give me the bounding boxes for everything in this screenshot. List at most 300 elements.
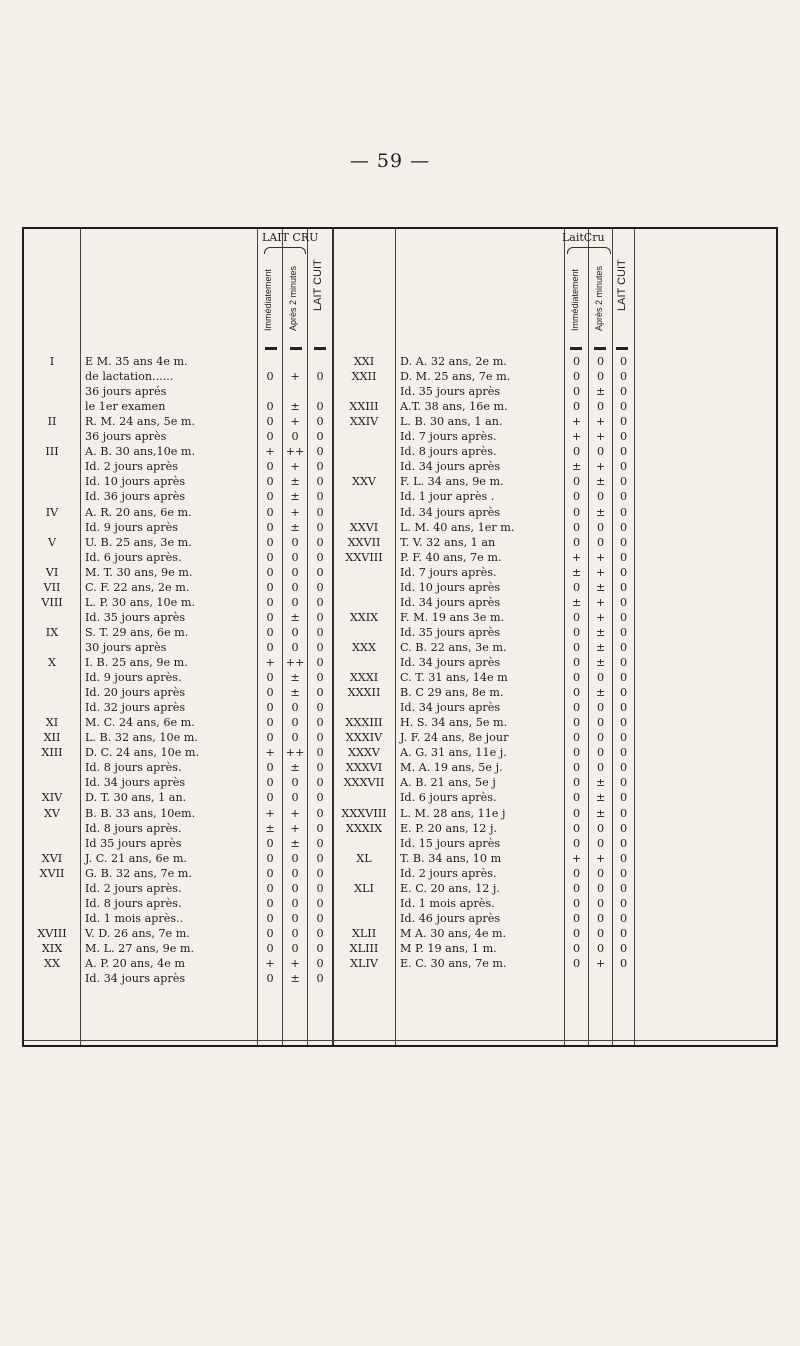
result-lait-cuit: 0 bbox=[619, 475, 628, 488]
result-lait-cuit: 0 bbox=[316, 445, 324, 458]
result-immediate: 0 bbox=[266, 942, 274, 955]
rule-left-c bbox=[332, 229, 334, 1045]
rule-right-num bbox=[395, 229, 396, 1045]
result-after-2-min: ± bbox=[290, 611, 300, 624]
result-after-2-min: 0 bbox=[596, 521, 605, 534]
result-immediate: + bbox=[571, 852, 582, 865]
result-lait-cuit: 0 bbox=[619, 566, 628, 579]
row-description: L. M. 28 ans, 11e j bbox=[400, 807, 506, 820]
result-lait-cuit: 0 bbox=[619, 761, 628, 774]
result-after-2-min: + bbox=[290, 415, 300, 428]
row-description: F. L. 34 ans, 9e m. bbox=[400, 475, 504, 488]
result-immediate: 0 bbox=[572, 731, 581, 744]
result-lait-cuit: 0 bbox=[619, 671, 628, 684]
result-lait-cuit: 0 bbox=[619, 776, 628, 789]
row-number: XX bbox=[44, 957, 60, 970]
row-description: Id. 1 mois après. bbox=[400, 897, 495, 910]
result-immediate: 0 bbox=[266, 551, 274, 564]
result-lait-cuit: 0 bbox=[316, 551, 324, 564]
result-after-2-min: ± bbox=[290, 972, 300, 985]
result-immediate: 0 bbox=[572, 536, 581, 549]
result-lait-cuit: 0 bbox=[619, 536, 628, 549]
result-immediate: 0 bbox=[266, 400, 274, 413]
result-lait-cuit: 0 bbox=[619, 626, 628, 639]
result-immediate: 0 bbox=[572, 370, 581, 383]
result-lait-cuit: 0 bbox=[316, 475, 324, 488]
result-after-2-min: 0 bbox=[291, 596, 299, 609]
row-number: XL bbox=[356, 852, 372, 865]
result-after-2-min: 0 bbox=[596, 867, 605, 880]
result-immediate: 0 bbox=[572, 385, 581, 398]
result-immediate: 0 bbox=[266, 430, 274, 443]
row-description: T. B. 34 ans, 10 m bbox=[400, 852, 502, 865]
row-description: D. T. 30 ans, 1 an. bbox=[85, 791, 187, 804]
row-number: XXII bbox=[351, 370, 377, 383]
result-immediate: 0 bbox=[266, 460, 274, 473]
result-after-2-min: ± bbox=[595, 385, 606, 398]
page-number: — 59 — bbox=[349, 150, 431, 172]
result-lait-cuit: 0 bbox=[619, 596, 628, 609]
row-number: VIII bbox=[41, 596, 63, 609]
row-description: Id. 46 jours après bbox=[400, 912, 501, 925]
row-description: Id. 2 jours après bbox=[85, 460, 178, 473]
result-after-2-min: 0 bbox=[596, 355, 605, 368]
left-group-brace bbox=[264, 247, 306, 254]
result-after-2-min: 0 bbox=[596, 897, 605, 910]
row-description: Id. 2 jours après. bbox=[400, 867, 497, 880]
table-bottom-rule bbox=[24, 1040, 776, 1041]
result-lait-cuit: 0 bbox=[619, 445, 628, 458]
result-after-2-min: 0 bbox=[291, 776, 299, 789]
row-number: XII bbox=[43, 731, 61, 744]
result-lait-cuit: 0 bbox=[316, 882, 324, 895]
right-col-c-header: LAIT CUIT bbox=[616, 259, 628, 311]
rule-left-num bbox=[80, 229, 81, 1045]
result-immediate: 0 bbox=[266, 716, 274, 729]
row-description: L. B. 32 ans, 10e m. bbox=[85, 731, 198, 744]
row-description: Id. 20 jours après bbox=[85, 686, 186, 699]
row-description: V. D. 26 ans, 7e m. bbox=[85, 927, 190, 940]
row-description: M. C. 24 ans, 6e m. bbox=[85, 716, 195, 729]
row-description: de lactation...... bbox=[85, 370, 174, 383]
result-lait-cuit: 0 bbox=[619, 897, 628, 910]
result-immediate: 0 bbox=[572, 761, 581, 774]
result-immediate: 0 bbox=[572, 355, 581, 368]
rule-right-c bbox=[634, 229, 635, 1045]
header-mark bbox=[616, 347, 628, 350]
result-lait-cuit: 0 bbox=[316, 596, 324, 609]
result-lait-cuit: 0 bbox=[619, 837, 628, 850]
result-lait-cuit: 0 bbox=[316, 581, 324, 594]
row-description: Id. 8 jours après. bbox=[400, 445, 497, 458]
result-after-2-min: 0 bbox=[596, 882, 605, 895]
result-immediate: 0 bbox=[266, 852, 274, 865]
result-lait-cuit: 0 bbox=[316, 852, 324, 865]
result-immediate: + bbox=[571, 551, 582, 564]
row-description: Id. 35 jours après bbox=[85, 611, 186, 624]
result-immediate: 0 bbox=[572, 445, 581, 458]
result-after-2-min: 0 bbox=[596, 400, 605, 413]
result-immediate: 0 bbox=[572, 686, 581, 699]
result-immediate: 0 bbox=[572, 746, 581, 759]
row-description: A. R. 20 ans, 6e m. bbox=[85, 506, 192, 519]
row-description: C. B. 22 ans, 3e m. bbox=[400, 641, 507, 654]
left-group-header: LAIT CRU bbox=[262, 231, 319, 244]
row-number: XXXVIII bbox=[341, 807, 387, 820]
result-immediate: 0 bbox=[266, 791, 274, 804]
row-description: I. B. 25 ans, 9e m. bbox=[85, 656, 188, 669]
result-immediate: 0 bbox=[572, 581, 581, 594]
result-after-2-min: ++ bbox=[285, 656, 305, 669]
result-after-2-min: ± bbox=[290, 686, 300, 699]
row-description: Id. 2 jours après. bbox=[85, 882, 182, 895]
row-description: Id. 34 jours après bbox=[400, 596, 501, 609]
left-col-c-header: LAIT CUIT bbox=[312, 259, 324, 311]
result-lait-cuit: 0 bbox=[316, 686, 324, 699]
row-number: XXVI bbox=[349, 521, 379, 534]
result-lait-cuit: 0 bbox=[316, 536, 324, 549]
result-after-2-min: 0 bbox=[291, 626, 299, 639]
row-number: IV bbox=[45, 506, 59, 519]
result-lait-cuit: 0 bbox=[316, 897, 324, 910]
row-description: Id. 8 jours après. bbox=[85, 761, 182, 774]
result-after-2-min: 0 bbox=[291, 536, 299, 549]
row-description: E M. 35 ans 4e m. bbox=[85, 355, 188, 368]
result-after-2-min: ± bbox=[595, 626, 606, 639]
result-immediate: 0 bbox=[266, 686, 274, 699]
row-description: B. C 29 ans, 8e m. bbox=[400, 686, 504, 699]
result-after-2-min: ± bbox=[290, 400, 300, 413]
row-description: Id. 35 jours après bbox=[400, 385, 501, 398]
result-lait-cuit: 0 bbox=[316, 791, 324, 804]
row-number: XVIII bbox=[37, 927, 67, 940]
result-lait-cuit: 0 bbox=[316, 776, 324, 789]
result-lait-cuit: 0 bbox=[316, 400, 324, 413]
header-mark bbox=[290, 347, 302, 350]
result-immediate: 0 bbox=[572, 521, 581, 534]
row-description: le 1er examen bbox=[85, 400, 166, 413]
result-after-2-min: + bbox=[595, 852, 606, 865]
row-number: XVII bbox=[39, 867, 65, 880]
row-description: Id. 9 jours après. bbox=[85, 671, 182, 684]
result-after-2-min: 0 bbox=[596, 761, 605, 774]
row-description: T. V. 32 ans, 1 an bbox=[400, 536, 496, 549]
row-description: E. C. 20 ans, 12 j. bbox=[400, 882, 500, 895]
result-after-2-min: 0 bbox=[291, 942, 299, 955]
result-lait-cuit: 0 bbox=[619, 370, 628, 383]
row-description: L. M. 40 ans, 1er m. bbox=[400, 521, 515, 534]
result-immediate: ± bbox=[571, 596, 582, 609]
result-lait-cuit: 0 bbox=[619, 701, 628, 714]
result-immediate: 0 bbox=[572, 791, 581, 804]
result-immediate: 0 bbox=[266, 506, 274, 519]
result-immediate: 0 bbox=[572, 506, 581, 519]
result-immediate: 0 bbox=[572, 837, 581, 850]
result-after-2-min: ± bbox=[595, 791, 606, 804]
row-description: Id. 10 jours après bbox=[85, 475, 186, 488]
result-after-2-min: 0 bbox=[291, 852, 299, 865]
row-description: E. P. 20 ans, 12 j. bbox=[400, 822, 497, 835]
result-lait-cuit: 0 bbox=[316, 626, 324, 639]
result-lait-cuit: 0 bbox=[619, 686, 628, 699]
result-immediate: + bbox=[265, 445, 275, 458]
result-immediate: 0 bbox=[266, 837, 274, 850]
result-lait-cuit: 0 bbox=[316, 641, 324, 654]
row-number: XXIV bbox=[349, 415, 379, 428]
row-number: XLIV bbox=[350, 957, 378, 970]
right-col-b-header: Après 2 minutes bbox=[594, 265, 604, 331]
result-lait-cuit: 0 bbox=[316, 731, 324, 744]
result-immediate: + bbox=[571, 415, 582, 428]
result-lait-cuit: 0 bbox=[619, 942, 628, 955]
row-description: Id. 1 jour après . bbox=[400, 490, 495, 503]
row-description: R. M. 24 ans, 5e m. bbox=[85, 415, 196, 428]
row-description: M. L. 27 ans, 9e m. bbox=[85, 942, 195, 955]
result-after-2-min: 0 bbox=[596, 701, 605, 714]
result-immediate: 0 bbox=[266, 641, 274, 654]
result-lait-cuit: 0 bbox=[619, 852, 628, 865]
row-number: II bbox=[47, 415, 57, 428]
result-after-2-min: 0 bbox=[291, 581, 299, 594]
result-immediate: 0 bbox=[572, 626, 581, 639]
result-after-2-min: + bbox=[290, 460, 300, 473]
result-after-2-min: + bbox=[595, 430, 606, 443]
result-immediate: 0 bbox=[572, 400, 581, 413]
result-after-2-min: 0 bbox=[596, 716, 605, 729]
result-after-2-min: + bbox=[595, 415, 606, 428]
row-number: XI bbox=[45, 716, 59, 729]
result-after-2-min: ± bbox=[595, 776, 606, 789]
result-lait-cuit: 0 bbox=[619, 731, 628, 744]
result-immediate: 0 bbox=[572, 656, 581, 669]
result-lait-cuit: 0 bbox=[619, 927, 628, 940]
result-lait-cuit: 0 bbox=[619, 460, 628, 473]
result-after-2-min: 0 bbox=[596, 942, 605, 955]
row-description: Id. 10 jours après bbox=[400, 581, 501, 594]
row-description: 36 jours aprés bbox=[85, 385, 167, 398]
result-lait-cuit: 0 bbox=[316, 942, 324, 955]
row-number: XLII bbox=[351, 927, 377, 940]
result-immediate: ± bbox=[571, 566, 582, 579]
result-after-2-min: + bbox=[595, 551, 606, 564]
result-after-2-min: ± bbox=[290, 475, 300, 488]
row-number: XLIII bbox=[349, 942, 379, 955]
result-immediate: 0 bbox=[266, 611, 274, 624]
result-lait-cuit: 0 bbox=[316, 746, 324, 759]
result-immediate: 0 bbox=[266, 927, 274, 940]
row-description: C. F. 22 ans, 2e m. bbox=[85, 581, 190, 594]
result-after-2-min: ± bbox=[595, 506, 606, 519]
result-after-2-min: 0 bbox=[596, 370, 605, 383]
row-number: XXXII bbox=[347, 686, 381, 699]
row-number: XXXI bbox=[349, 671, 379, 684]
row-number: XXI bbox=[353, 355, 375, 368]
result-immediate: 0 bbox=[266, 626, 274, 639]
result-lait-cuit: 0 bbox=[316, 566, 324, 579]
row-number: IX bbox=[45, 626, 59, 639]
result-immediate: 0 bbox=[572, 807, 581, 820]
result-lait-cuit: 0 bbox=[316, 611, 324, 624]
result-after-2-min: + bbox=[595, 460, 606, 473]
row-number: XXXVI bbox=[345, 761, 383, 774]
row-description: C. T. 31 ans, 14e m bbox=[400, 671, 508, 684]
row-description: Id. 15 jours après bbox=[400, 837, 501, 850]
result-immediate: 0 bbox=[266, 521, 274, 534]
result-after-2-min: 0 bbox=[291, 566, 299, 579]
result-lait-cuit: 0 bbox=[619, 490, 628, 503]
row-description: A. G. 31 ans, 11e j. bbox=[400, 746, 507, 759]
result-after-2-min: + bbox=[290, 807, 300, 820]
row-description: A. P. 20 ans, 4e m bbox=[85, 957, 185, 970]
row-number: XLI bbox=[354, 882, 374, 895]
result-lait-cuit: 0 bbox=[316, 415, 324, 428]
result-lait-cuit: 0 bbox=[316, 867, 324, 880]
result-after-2-min: ++ bbox=[285, 445, 305, 458]
result-lait-cuit: 0 bbox=[619, 807, 628, 820]
result-after-2-min: 0 bbox=[291, 551, 299, 564]
result-lait-cuit: 0 bbox=[316, 490, 324, 503]
row-number: XXXIII bbox=[345, 716, 383, 729]
result-lait-cuit: 0 bbox=[619, 551, 628, 564]
result-lait-cuit: 0 bbox=[316, 927, 324, 940]
row-description: J. C. 21 ans, 6e m. bbox=[85, 852, 187, 865]
result-lait-cuit: 0 bbox=[316, 912, 324, 925]
result-after-2-min: ± bbox=[595, 475, 606, 488]
result-immediate: 0 bbox=[266, 776, 274, 789]
result-after-2-min: 0 bbox=[596, 822, 605, 835]
row-description: Id. 7 jours après. bbox=[400, 430, 497, 443]
row-description: M. T. 30 ans, 9e m. bbox=[85, 566, 193, 579]
result-after-2-min: 0 bbox=[596, 671, 605, 684]
result-lait-cuit: 0 bbox=[619, 656, 628, 669]
result-after-2-min: 0 bbox=[596, 912, 605, 925]
result-immediate: 0 bbox=[266, 581, 274, 594]
row-description: J. F. 24 ans, 8e jour bbox=[400, 731, 509, 744]
row-description: Id 35 jours après bbox=[85, 837, 182, 850]
result-immediate: ± bbox=[265, 822, 275, 835]
result-after-2-min: ± bbox=[290, 837, 300, 850]
row-number: VI bbox=[45, 566, 59, 579]
result-after-2-min: 0 bbox=[596, 927, 605, 940]
row-number: XV bbox=[43, 807, 61, 820]
result-immediate: 0 bbox=[266, 972, 274, 985]
result-lait-cuit: 0 bbox=[619, 882, 628, 895]
row-number: XXXV bbox=[348, 746, 380, 759]
row-description: S. T. 29 ans, 6e m. bbox=[85, 626, 189, 639]
result-after-2-min: + bbox=[290, 957, 300, 970]
result-after-2-min: + bbox=[290, 506, 300, 519]
row-number: X bbox=[48, 656, 56, 669]
result-immediate: 0 bbox=[572, 490, 581, 503]
result-after-2-min: + bbox=[595, 596, 606, 609]
row-description: E. C. 30 ans, 7e m. bbox=[400, 957, 507, 970]
result-immediate: + bbox=[265, 957, 275, 970]
row-number: XXX bbox=[352, 641, 376, 654]
row-description: 30 jours après bbox=[85, 641, 167, 654]
header-mark bbox=[314, 347, 326, 350]
result-lait-cuit: 0 bbox=[619, 415, 628, 428]
result-immediate: + bbox=[265, 656, 275, 669]
result-immediate: 0 bbox=[572, 882, 581, 895]
row-number: XXXIV bbox=[345, 731, 383, 744]
row-description: Id. 8 jours après. bbox=[85, 822, 182, 835]
left-col-b-header: Après 2 minutes bbox=[288, 265, 298, 331]
result-lait-cuit: 0 bbox=[619, 400, 628, 413]
row-description: 36 jours après bbox=[85, 430, 167, 443]
result-immediate: 0 bbox=[266, 596, 274, 609]
result-immediate: 0 bbox=[266, 867, 274, 880]
result-immediate: 0 bbox=[266, 882, 274, 895]
result-lait-cuit: 0 bbox=[619, 716, 628, 729]
result-immediate: 0 bbox=[572, 475, 581, 488]
row-number: XXXVII bbox=[343, 776, 385, 789]
row-description: G. B. 32 ans, 7e m. bbox=[85, 867, 192, 880]
result-after-2-min: ± bbox=[290, 521, 300, 534]
row-number: III bbox=[45, 445, 59, 458]
result-after-2-min: 0 bbox=[291, 731, 299, 744]
result-lait-cuit: 0 bbox=[619, 957, 628, 970]
result-lait-cuit: 0 bbox=[619, 791, 628, 804]
result-after-2-min: + bbox=[595, 957, 606, 970]
result-immediate: 0 bbox=[572, 822, 581, 835]
result-immediate: ± bbox=[571, 460, 582, 473]
result-after-2-min: ++ bbox=[285, 746, 305, 759]
result-immediate: 0 bbox=[266, 415, 274, 428]
result-after-2-min: 0 bbox=[291, 701, 299, 714]
row-description: Id. 34 jours après bbox=[400, 506, 501, 519]
result-lait-cuit: 0 bbox=[619, 912, 628, 925]
header-mark bbox=[570, 347, 582, 350]
result-immediate: + bbox=[265, 807, 275, 820]
result-lait-cuit: 0 bbox=[619, 430, 628, 443]
result-immediate: + bbox=[265, 746, 275, 759]
result-lait-cuit: 0 bbox=[316, 761, 324, 774]
result-lait-cuit: 0 bbox=[316, 521, 324, 534]
result-immediate: 0 bbox=[266, 912, 274, 925]
result-lait-cuit: 0 bbox=[619, 581, 628, 594]
row-description: Id. 1 mois après.. bbox=[85, 912, 184, 925]
row-description: Id. 7 jours après. bbox=[400, 566, 497, 579]
result-after-2-min: 0 bbox=[596, 536, 605, 549]
row-description: Id. 34 jours après bbox=[400, 656, 501, 669]
right-group-header: LaitCru bbox=[562, 231, 605, 244]
result-after-2-min: ± bbox=[290, 671, 300, 684]
row-description: L. B. 30 ans, 1 an. bbox=[400, 415, 503, 428]
row-number: XXIII bbox=[349, 400, 379, 413]
row-number: XXXIX bbox=[345, 822, 383, 835]
row-description: D. A. 32 ans, 2e m. bbox=[400, 355, 507, 368]
result-after-2-min: 0 bbox=[291, 897, 299, 910]
row-description: M P. 19 ans, 1 m. bbox=[400, 942, 497, 955]
result-immediate: 0 bbox=[572, 942, 581, 955]
result-lait-cuit: 0 bbox=[316, 506, 324, 519]
result-lait-cuit: 0 bbox=[316, 671, 324, 684]
result-immediate: 0 bbox=[266, 475, 274, 488]
result-after-2-min: ± bbox=[595, 656, 606, 669]
result-immediate: 0 bbox=[572, 957, 581, 970]
result-lait-cuit: 0 bbox=[619, 822, 628, 835]
result-lait-cuit: 0 bbox=[316, 837, 324, 850]
row-description: Id. 34 jours après bbox=[85, 776, 186, 789]
row-description: A. B. 21 ans, 5e j bbox=[400, 776, 496, 789]
row-number: XIV bbox=[41, 791, 63, 804]
results-table bbox=[22, 227, 778, 1047]
row-number: XVI bbox=[41, 852, 63, 865]
result-lait-cuit: 0 bbox=[316, 716, 324, 729]
result-lait-cuit: 0 bbox=[619, 506, 628, 519]
row-number: VII bbox=[43, 581, 61, 594]
result-immediate: 0 bbox=[572, 927, 581, 940]
